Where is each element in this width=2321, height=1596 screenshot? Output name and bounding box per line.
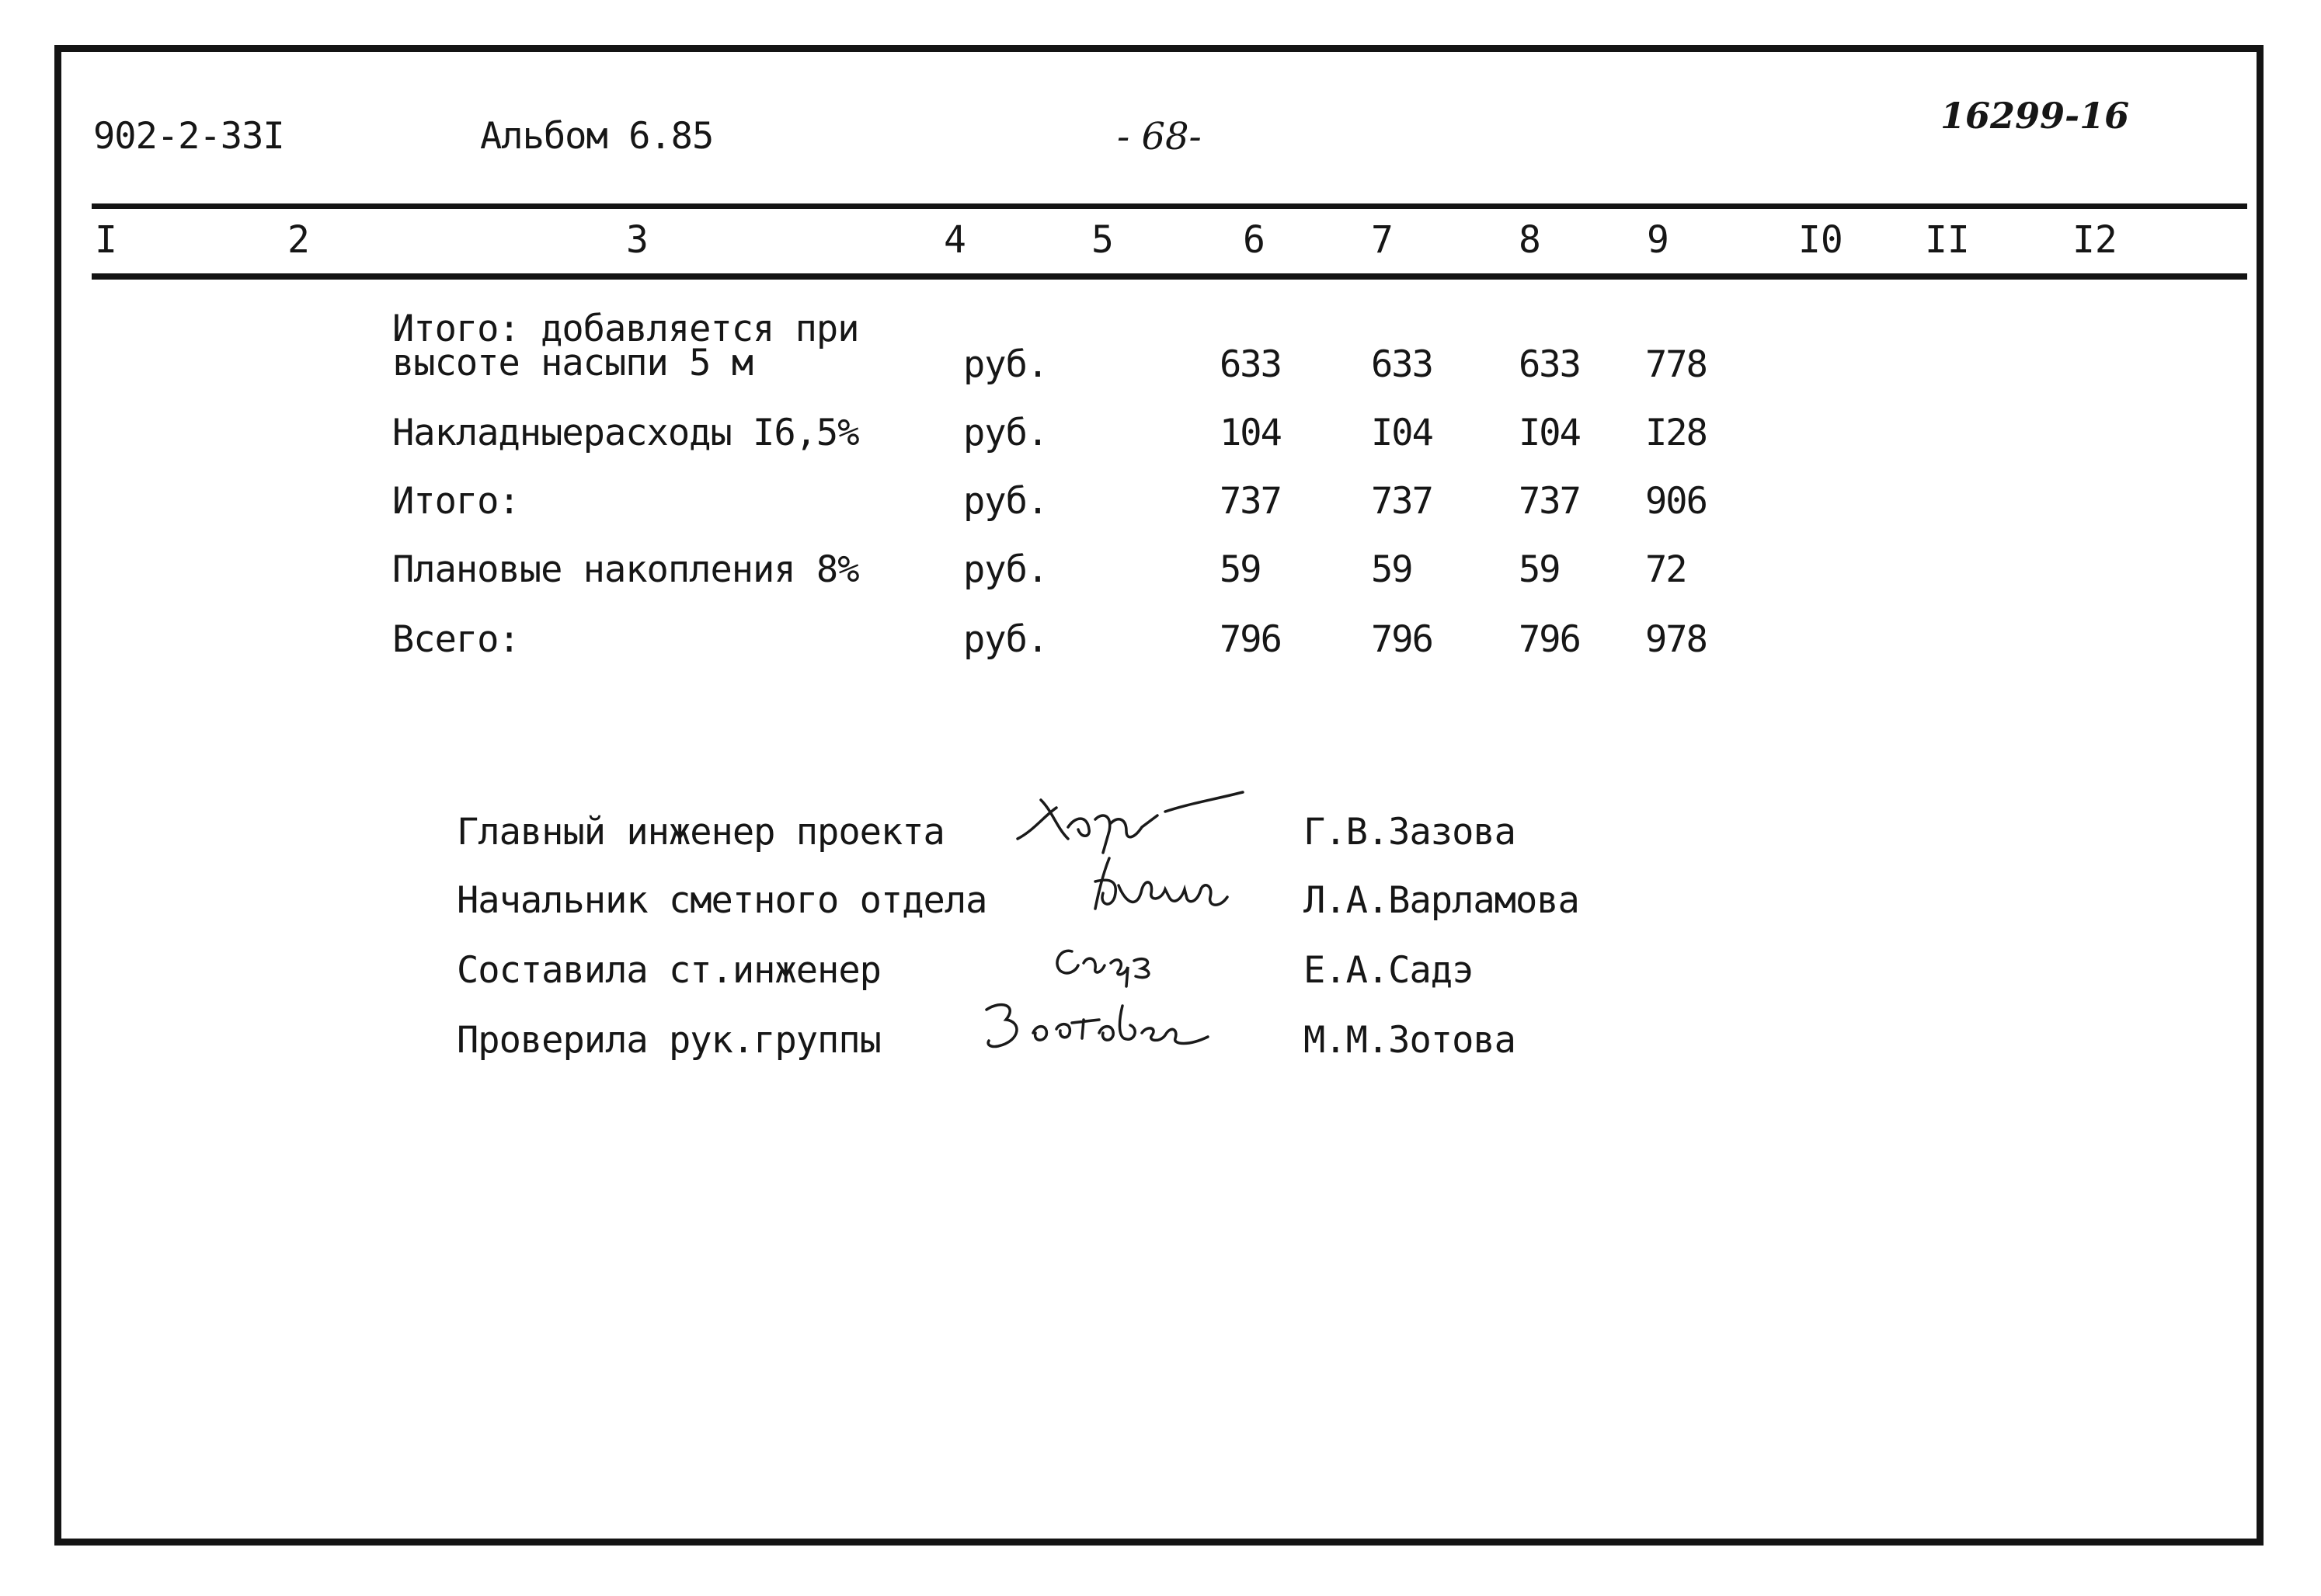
row-5-unit: руб.: [963, 618, 1049, 661]
row-5-col-9: 978: [1645, 618, 1707, 661]
handwritten-signature-2: [1064, 850, 1266, 920]
doc-code: 902-2-33I: [93, 115, 284, 158]
row-3-unit: руб.: [963, 480, 1049, 523]
row-2-col-8: I04: [1519, 412, 1580, 454]
column-header-4: 4: [944, 218, 966, 262]
row-3-col-7: 737: [1371, 480, 1432, 523]
column-header-5: 5: [1091, 218, 1114, 262]
row-3-name: Итого:: [392, 480, 520, 523]
row-4-col-8: 59: [1519, 548, 1560, 591]
row-4-unit: руб.: [963, 548, 1049, 591]
page-number: - 68-: [1117, 115, 1202, 158]
signature-3-position: Составила ст.инженер: [457, 949, 881, 992]
album-label: Альбом 6.85: [480, 115, 714, 158]
column-header-3: 3: [626, 218, 649, 262]
row-1-col-6: 633: [1220, 343, 1281, 386]
column-header-9: 9: [1647, 218, 1669, 262]
row-4-col-7: 59: [1371, 548, 1412, 591]
column-header-1: I: [95, 218, 117, 262]
handwritten-signature-1: [1010, 784, 1274, 854]
signature-4-position: Проверила рук.группы: [457, 1019, 881, 1062]
row-2-unit: руб.: [963, 412, 1049, 454]
column-header-7: 7: [1371, 218, 1394, 262]
row-5-col-6: 796: [1220, 618, 1281, 661]
row-3-col-9: 906: [1645, 480, 1707, 523]
column-header-11: II: [1925, 218, 1970, 262]
row-1-name-line-2: высоте насыпи 5 м: [392, 342, 753, 384]
row-1-unit: руб.: [963, 343, 1049, 386]
row-4-col-6: 59: [1220, 548, 1261, 591]
row-2-col-9: I28: [1645, 412, 1707, 454]
row-5-col-8: 796: [1519, 618, 1580, 661]
row-1-col-9: 778: [1645, 343, 1707, 386]
row-4-col-9: 72: [1645, 548, 1686, 591]
row-5-col-7: 796: [1371, 618, 1432, 661]
column-header-2: 2: [287, 218, 310, 262]
row-2-col-6: 104: [1220, 412, 1281, 454]
row-2-name: Накладныерасходы I6,5%: [392, 412, 859, 454]
signature-4-name: М.М.Зотова: [1303, 1019, 1515, 1062]
handwritten-signature-4: [975, 990, 1254, 1068]
signature-2-name: Л.А.Варламова: [1303, 879, 1579, 922]
row-3-col-8: 737: [1519, 480, 1580, 523]
row-1-name-line-1: Итого: добавляется при: [392, 308, 859, 350]
signature-2-position: Начальник сметного отдела: [457, 879, 987, 922]
column-header-10: I0: [1798, 218, 1843, 262]
row-1-col-7: 633: [1371, 343, 1432, 386]
row-3-col-6: 737: [1220, 480, 1281, 523]
header-rule-bottom: [92, 273, 2247, 280]
handwritten-signature-3: [1041, 928, 1196, 990]
row-5-name: Всего:: [392, 618, 520, 661]
stamp-number: 16299-16: [1940, 95, 2130, 137]
signature-3-name: Е.А.Садэ: [1303, 949, 1474, 992]
column-header-12: I2: [2072, 218, 2117, 262]
column-header-6: 6: [1243, 218, 1265, 262]
row-1-col-8: 633: [1519, 343, 1580, 386]
header-rule-top: [92, 203, 2247, 209]
row-2-col-7: I04: [1371, 412, 1432, 454]
signature-1-position: Главный инженер проекта: [457, 811, 945, 854]
signature-1-name: Г.В.Зазова: [1303, 811, 1515, 854]
column-header-8: 8: [1519, 218, 1541, 262]
row-4-name: Плановые накопления 8%: [392, 548, 859, 591]
